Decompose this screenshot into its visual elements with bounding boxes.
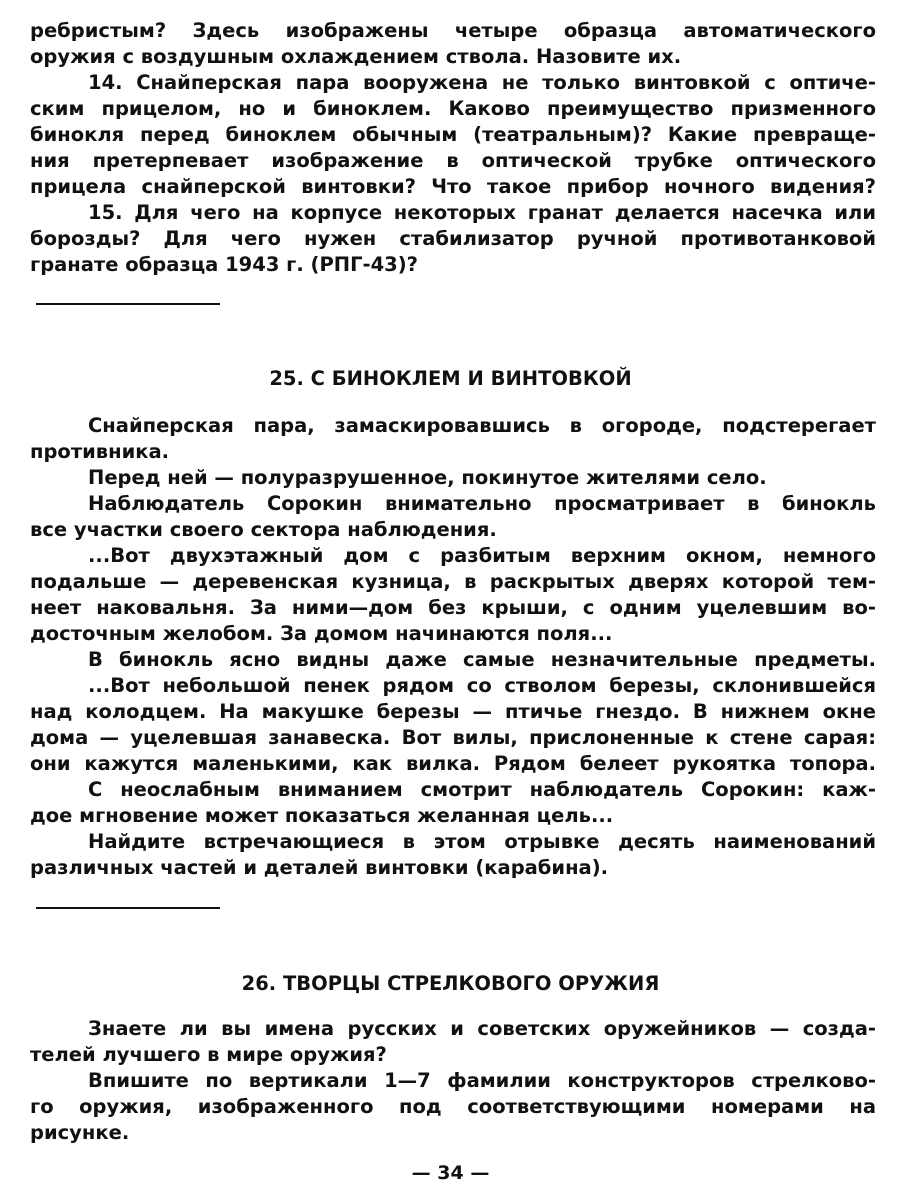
- text-line: ским прицелом, но и биноклем. Каково преимущество призменного: [30, 97, 876, 120]
- text-line: досточным желобом. За домом начинаются поля...: [30, 622, 613, 645]
- text-line: все участки своего сектора наблюдения.: [30, 518, 497, 541]
- text-line: борозды? Для чего нужен стабилизатор ручной противотанковой: [30, 227, 876, 250]
- text-line: телей лучшего в мире оружия?: [30, 1043, 387, 1066]
- text-line: над колодцем. На макушке березы — птичье гнездо. В нижнем окне: [30, 700, 876, 723]
- text-line: бинокля перед биноклем обычным (театральным)? Какие превраще-: [30, 123, 876, 146]
- text-line: ребристым? Здесь изображены четыре образца автоматического: [30, 19, 876, 42]
- text-line: ...Вот небольшой пенек рядом со стволом березы, склонившейся: [88, 674, 876, 697]
- text-line: Снайперская пара, замаскировавшись в огороде, подстерегает: [88, 414, 876, 437]
- text-line: дое мгновение может показаться желанная цель...: [30, 804, 614, 827]
- text-line: ...Вот двухэтажный дом с разбитым верхним окном, немного: [88, 544, 876, 567]
- text-line: Наблюдатель Сорокин внимательно просматривает в бинокль: [88, 492, 876, 515]
- section-divider: [36, 303, 220, 305]
- page-number: — 34 —: [411, 1162, 490, 1184]
- text-line: они кажутся маленькими, как вилка. Рядом белеет рукоятка топора.: [30, 752, 876, 775]
- text-line: ния претерпевает изображение в оптической трубке оптического: [30, 149, 876, 172]
- text-line: 15. Для чего на корпусе некоторых гранат делается насечка или: [88, 201, 876, 224]
- text-line: Найдите встречающиеся в этом отрывке десять наименований: [88, 830, 876, 853]
- text-line: С неослабным вниманием смотрит наблюдатель Сорокин: каж-: [88, 778, 876, 801]
- text-line: гранате образца 1943 г. (РПГ-43)?: [30, 253, 418, 276]
- text-line: дома — уцелевшая занавеска. Вот вилы, прислоненные к стене сарая:: [30, 726, 876, 749]
- text-line: противника.: [30, 440, 170, 463]
- text-line: рисунке.: [30, 1121, 130, 1144]
- text-line: различных частей и деталей винтовки (карабина).: [30, 856, 609, 879]
- text-line: подальше — деревенская кузница, в раскрытых дверях которой тем-: [30, 570, 876, 593]
- section-title: 26. ТВОРЦЫ СТРЕЛКОВОГО ОРУЖИЯ: [241, 972, 660, 995]
- text-line: го оружия, изображенного под соответствующими номерами на: [30, 1095, 876, 1118]
- text-line: 14. Снайперская пара вооружена не только винтовкой с оптиче-: [88, 71, 876, 94]
- section-divider: [36, 907, 220, 909]
- text-line: Перед ней — полуразрушенное, покинутое жителями село.: [88, 466, 767, 489]
- text-line: прицела снайперской винтовки? Что такое прибор ночного видения?: [30, 175, 876, 198]
- text-line: оружия с воздушным охлаждением ствола. Назовите их.: [30, 45, 682, 68]
- text-line: неет наковальня. За ними—дом без крыши, с одним уцелевшим во-: [30, 596, 876, 619]
- text-line: Знаете ли вы имена русских и советских оружейников — созда-: [88, 1017, 876, 1040]
- section-title: 25. С БИНОКЛЕМ И ВИНТОВКОЙ: [269, 367, 632, 390]
- text-line: В бинокль ясно видны даже самые незначительные предметы.: [88, 648, 876, 671]
- text-line: Впишите по вертикали 1—7 фамилии конструкторов стрелково-: [88, 1069, 876, 1092]
